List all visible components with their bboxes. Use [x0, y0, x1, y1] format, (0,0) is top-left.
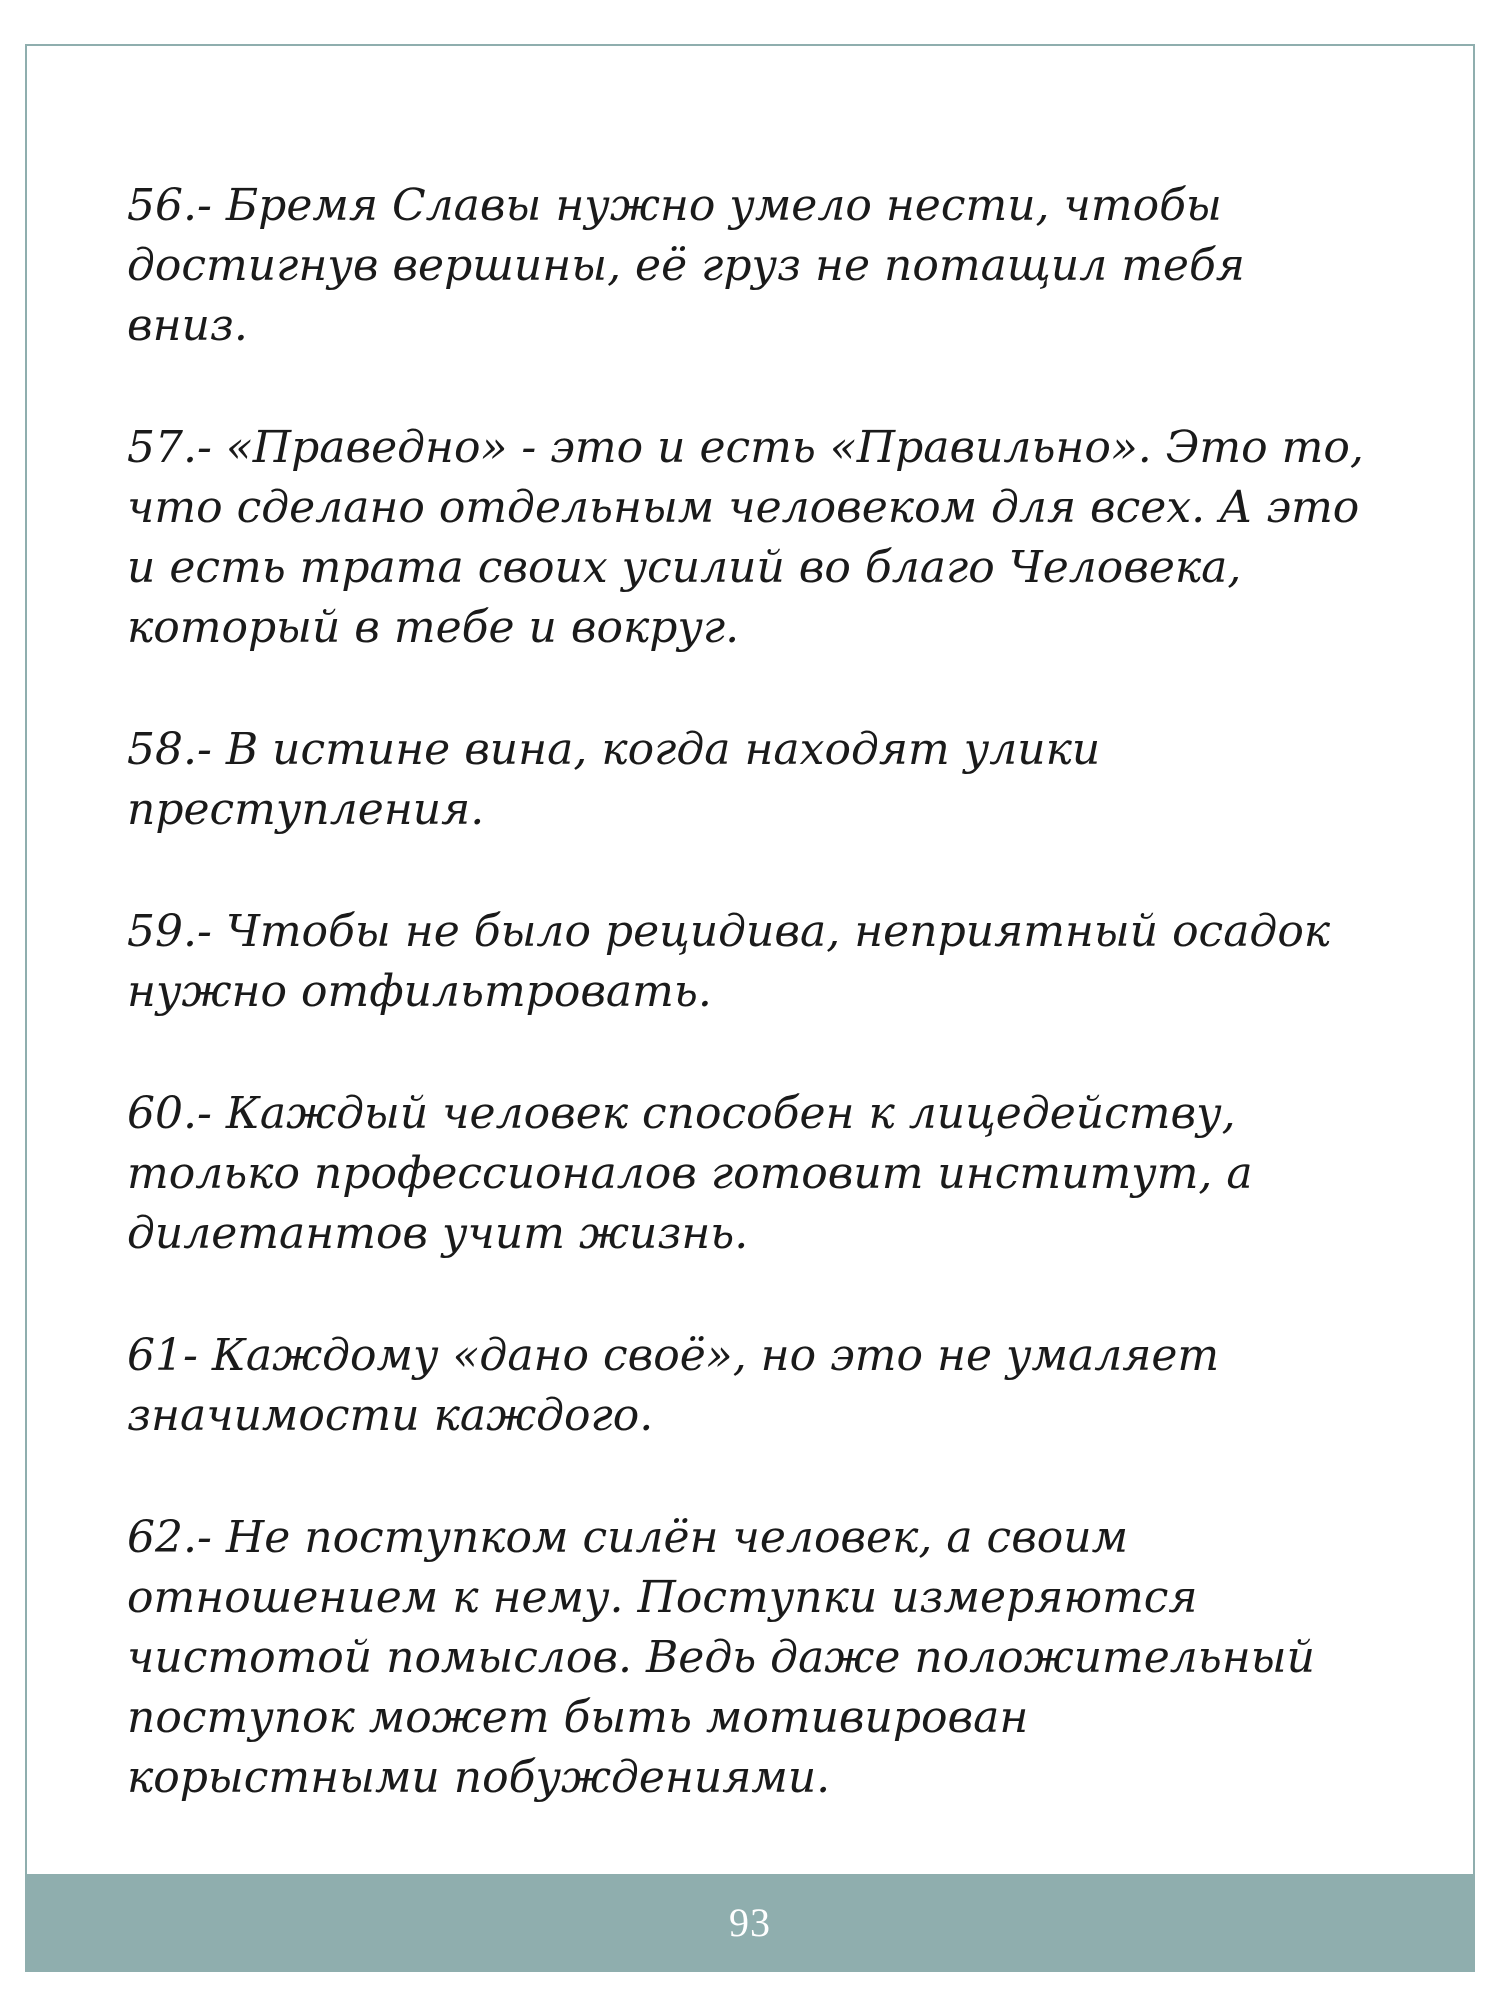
page-frame	[25, 44, 1475, 1972]
aphorism-60: 60.- Каждый человек способен к лицедейству, только профессионалов готовит институт, а дилетантов учит жизнь.	[127, 1088, 1253, 1259]
aphorism-56: 56.- Бремя Славы нужно умело нести, чтобы достигнув вершины, её груз не потащил тебя вниз.	[127, 180, 1245, 351]
page-number: 93	[729, 1899, 771, 1945]
aphorism-58: 58.- В истине вина, когда находят улики преступления.	[127, 724, 1101, 835]
aphorism-57: 57.- «Праведно» - это и есть «Правильно». Это то, что сделано отдельным человеком для всех. А это и есть трата своих усилий во благо Человека, который в тебе и вокруг.	[127, 422, 1364, 653]
aphorism-61: 61- Каждому «дано своё», но это не умаляет значимости каждого.	[127, 1330, 1220, 1441]
footer-bar	[27, 1874, 1473, 1970]
aphorism-62: 62.- Не поступком силён человек, а своим отношением к нему. Поступки измеряются чистотой помыслов. Ведь даже положительный поступок может быть мотивирован корыстными побуждениями.	[127, 1512, 1315, 1803]
aphorism-59: 59.- Чтобы не было рецидива, неприятный осадок нужно отфильтровать.	[127, 906, 1331, 1017]
aphorism-list	[127, 176, 1447, 1870]
